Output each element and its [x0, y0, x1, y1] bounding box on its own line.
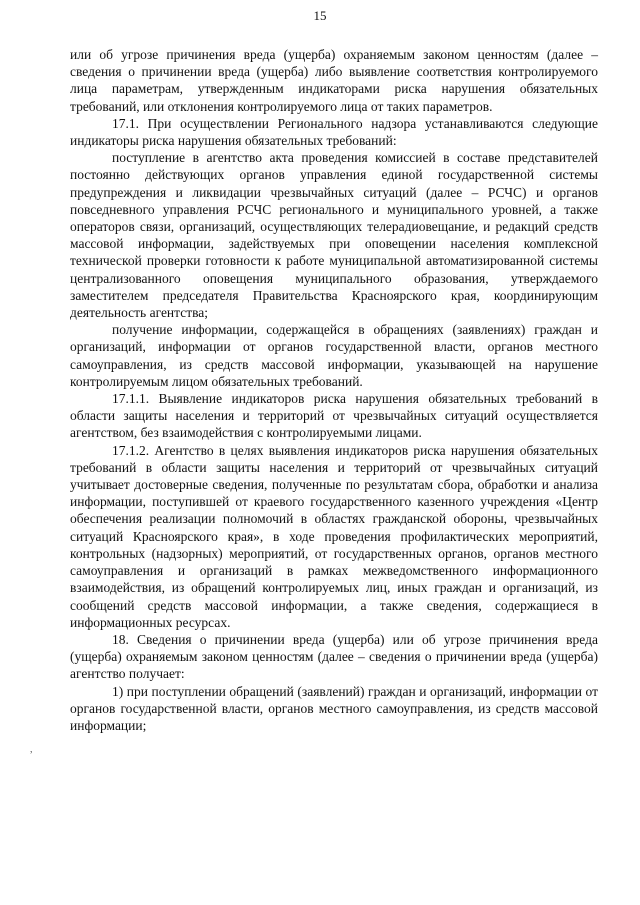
page-number: 15 [313, 8, 327, 23]
scan-artifact-mark: , [30, 744, 33, 755]
paragraph-indicator-information: получение информации, содержащейся в обращениях (заявлениях) граждан и организаций, информации от органов государственной власти, органов местного самоуправления, из средств массовой информации, указывающей на нарушение контролируемым лицом обязательных требований. [70, 322, 598, 389]
document-body [70, 46, 598, 734]
paragraph-indicator-act: поступление в агентство акта проведения комиссией в составе представителей постоянно действующих органов управления единой государственной системы предупреждения и ликвидации чрезвычайных ситуаций (далее – РСЧС) и органов повседневного управления РСЧС регионального и муниципального уровней, а также операторов связи, организаций, осуществляющих телерадиовещание, и редакций средств массовой информации, задействуемых при оповещении населения комплексной технической проверки готовности к работе муниципальной автоматизированной системы централизованного оповещения муниципального образования, утверждаемого заместителем председателя Правительства Красноярского края, координирующим деятельность агентства; [70, 150, 598, 321]
paragraph-continuation: или об угрозе причинения вреда (ущерба) охраняемым законом ценностям (далее – сведения о причинении вреда (ущерба) либо выявление соответствия контролируемого лица параметрам, утвержденным индикаторами риска нарушения обязательных требований, или отклонения контролируемого лица от таких параметров. [70, 47, 598, 114]
paragraph-17-1: 17.1. При осуществлении Регионального надзора устанавливаются следующие индикаторы риска нарушения обязательных требований: [70, 115, 598, 149]
paragraph-17-1-2: 17.1.2. Агентство в целях выявления индикаторов риска нарушения обязательных требований в области защиты населения и территорий от чрезвычайных ситуаций учитывает достоверные сведения, полученные по результатам сбора, обработки и анализа информации, поступившей от краевого государственного казенного учреждения «Центр обеспечения реализации полномочий в областях гражданской обороны, чрезвычайных ситуаций Красноярского края», в ходе проведения профилактических мероприятий, контрольных (надзорных) мероприятий, от государственных органов, органов местного самоуправления и организаций в рамках межведомственного информационного взаимодействия, из обращений контролируемых лиц, иных граждан и организаций, из сообщений средств массовой информации, а также сведения, содержащиеся в информационных ресурсах. [70, 442, 598, 630]
paragraph-17-1-1: 17.1.1. Выявление индикаторов риска нарушения обязательных требований в области защиты населения и территорий от чрезвычайных ситуаций осуществляется агентством, без взаимодействия с контролируемыми лицами. [70, 391, 598, 441]
paragraph-18-item-1: 1) при поступлении обращений (заявлений) граждан и организаций, информации от органов государственной власти, органов местного самоуправления, из средств массовой информации; [70, 683, 598, 733]
paragraph-18: 18. Сведения о причинении вреда (ущерба) или об угрозе причинения вреда (ущерба) охраняемым законом ценностям (далее – сведения о причинении вреда (ущерба) агентство получает: [70, 631, 598, 682]
